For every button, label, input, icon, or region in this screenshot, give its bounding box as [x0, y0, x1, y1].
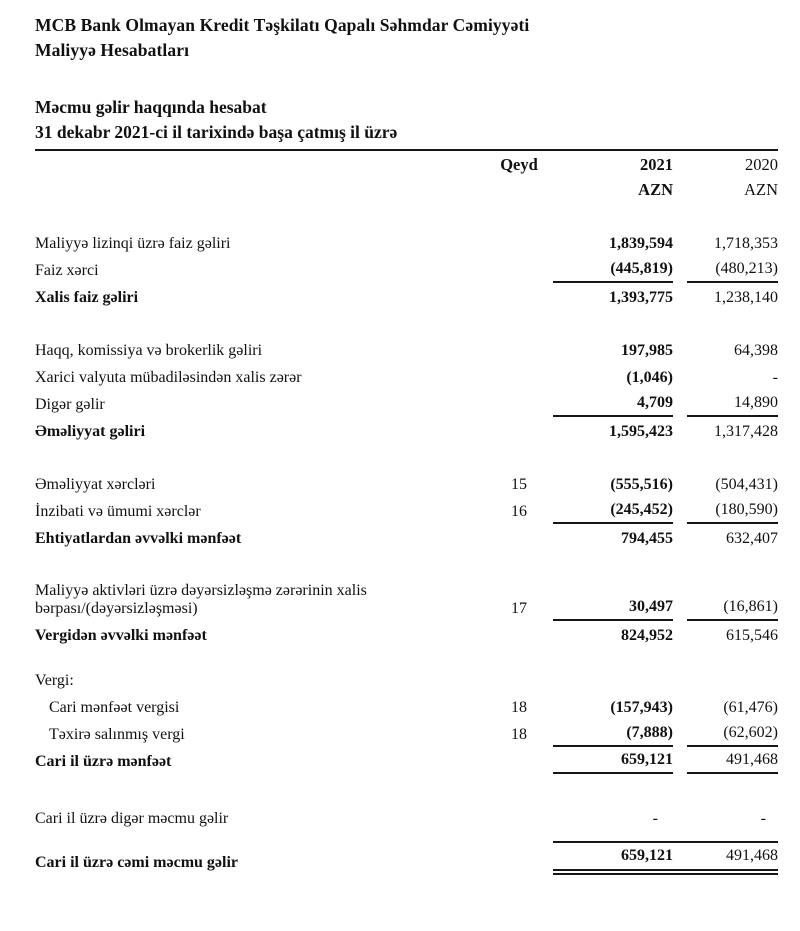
row-note — [485, 283, 553, 310]
row-note: 18 — [511, 725, 527, 743]
row-label: Əməliyyat xərcləri — [35, 475, 156, 493]
row-label: Cari il üzrə cəmi məcmu gəlir — [35, 853, 239, 871]
table-row — [35, 470, 778, 497]
currency-2020: AZN — [744, 179, 778, 199]
row-value-2020: 64,398 — [734, 341, 778, 359]
company-title-line1: MCB Bank Olmayan Kredit Təşkilatı Qapalı Səhmdar Cəmiyyəti — [35, 15, 530, 35]
row-note — [485, 390, 553, 417]
row-note — [485, 621, 553, 648]
row-value-2021: 1,595,423 — [609, 422, 673, 440]
row-note — [485, 363, 553, 390]
row-label: Cari il üzrə mənfəət — [35, 752, 172, 770]
row-label: Maliyyə aktivləri üzrə dəyərsizləşmə zərərinin xalis bərpası/(dəyərsizləşməsi) — [35, 581, 367, 617]
row-label: Cari il üzrə digər məcmu gəlir — [35, 809, 229, 827]
table-row — [35, 256, 778, 283]
row-value-2021: (7,888) — [553, 720, 673, 747]
row-value-2020: (504,431) — [715, 475, 778, 493]
table-header-currency — [35, 178, 778, 203]
table-row — [35, 804, 778, 831]
row-value-2021: 1,839,594 — [609, 234, 673, 252]
row-value-2021: 4,709 — [553, 390, 673, 417]
row-value-2021: 30,497 — [553, 573, 673, 621]
row-value-2021: (245,452) — [553, 497, 673, 524]
subtotal-row — [35, 524, 778, 551]
row-value-2021: (555,516) — [610, 475, 673, 493]
spacer-row — [35, 444, 778, 470]
row-note: 16 — [511, 502, 527, 520]
spacer-row — [35, 551, 778, 573]
row-label: İnzibati və ümumi xərclər — [35, 502, 201, 520]
spacer-row — [35, 310, 778, 336]
table-row — [35, 229, 778, 256]
row-note — [485, 417, 553, 444]
subtotal-row — [35, 283, 778, 310]
row-note: 18 — [511, 698, 527, 716]
row-label: Maliyyə lizinqi üzrə faiz gəliri — [35, 234, 231, 252]
row-note — [485, 229, 553, 256]
row-label: Cari mənfəət vergisi — [49, 698, 180, 716]
row-value-2020: - — [772, 368, 778, 386]
row-label: Xarici valyuta mübadiləsindən xalis zərər — [35, 368, 302, 386]
row-label: Faiz xərci — [35, 261, 99, 279]
subtotal-row — [35, 621, 778, 648]
row-value-2021: 824,952 — [621, 626, 673, 644]
column-header-note: Qeyd — [500, 154, 538, 174]
row-note: 15 — [511, 475, 527, 493]
row-value-2020: 632,407 — [726, 529, 778, 547]
row-value-2021: - — [652, 809, 658, 827]
row-value-2020: (62,602) — [687, 720, 778, 747]
section-row — [35, 666, 778, 693]
row-value-2021: (157,943) — [610, 698, 673, 716]
row-label: Əməliyyat gəliri — [35, 422, 146, 440]
row-value-2020: 1,718,353 — [714, 234, 778, 252]
row-note — [485, 256, 553, 283]
row-value-2020: 491,468 — [687, 747, 778, 774]
spacer-row — [35, 774, 778, 804]
table-row — [35, 720, 778, 747]
row-value-2020: (61,476) — [723, 698, 778, 716]
row-value-2021: 1,393,775 — [609, 288, 673, 306]
row-value-2021: 794,455 — [621, 529, 673, 547]
row-note — [485, 666, 553, 693]
table-row — [35, 573, 778, 621]
income-statement-table — [35, 151, 778, 875]
report-title-line1: Məcmu gəlir haqqında hesabat — [35, 96, 267, 117]
row-label: Digər gəlir — [35, 395, 105, 413]
row-value-2021: (1,046) — [626, 368, 673, 386]
row-value-2020: (480,213) — [687, 256, 778, 283]
table-row — [35, 363, 778, 390]
row-label: Xalis faiz gəliri — [35, 288, 139, 306]
row-note: 17 — [511, 599, 527, 617]
row-value-2021: (445,819) — [553, 256, 673, 283]
row-value-2020: 1,238,140 — [714, 288, 778, 306]
row-value-2020: (16,861) — [687, 573, 778, 621]
spacer-row — [35, 831, 778, 841]
row-label: Vergi: — [35, 671, 74, 689]
report-title-line2: 31 dekabr 2021-ci il tarixində başa çatmış il üzrə — [35, 122, 398, 143]
row-note — [485, 841, 553, 875]
spacer-row — [35, 203, 778, 229]
row-value-2021: 197,985 — [621, 341, 673, 359]
row-value-2021: 659,121 — [553, 841, 673, 875]
row-value-2020: 14,890 — [687, 390, 778, 417]
subtotal-row — [35, 417, 778, 444]
row-value-2020: (180,590) — [687, 497, 778, 524]
row-value-2020: 491,468 — [687, 841, 778, 875]
row-label: Haqq, komissiya və brokerlik gəliri — [35, 341, 263, 359]
company-title-line2: Maliyyə Hesabatları — [35, 40, 190, 61]
row-value-2020: 615,546 — [726, 626, 778, 644]
row-label: Təxirə salınmış vergi — [49, 725, 185, 743]
subtotal-row — [35, 747, 778, 774]
table-row — [35, 336, 778, 363]
spacer-row — [35, 648, 778, 666]
row-label: Ehtiyatlardan əvvəlki mənfəət — [35, 529, 242, 547]
row-value-2021: 659,121 — [553, 747, 673, 774]
grand-total-row — [35, 841, 778, 875]
report-title — [35, 95, 778, 151]
row-note — [485, 524, 553, 551]
row-value-2020: 1,317,428 — [714, 422, 778, 440]
row-value-2020 — [687, 666, 778, 693]
table-row — [35, 390, 778, 417]
column-header-2020: 2020 — [745, 154, 778, 174]
table-row — [35, 497, 778, 524]
row-note — [485, 336, 553, 363]
row-note — [485, 804, 553, 831]
row-value-2021 — [553, 666, 673, 693]
table-row — [35, 693, 778, 720]
column-header-2021: 2021 — [640, 154, 673, 174]
row-note — [485, 747, 553, 774]
company-title — [35, 13, 778, 64]
currency-2021: AZN — [638, 179, 673, 199]
table-header-years — [35, 151, 778, 178]
row-value-2020: - — [760, 809, 766, 827]
row-label: Vergidən əvvəlki mənfəət — [35, 626, 207, 644]
